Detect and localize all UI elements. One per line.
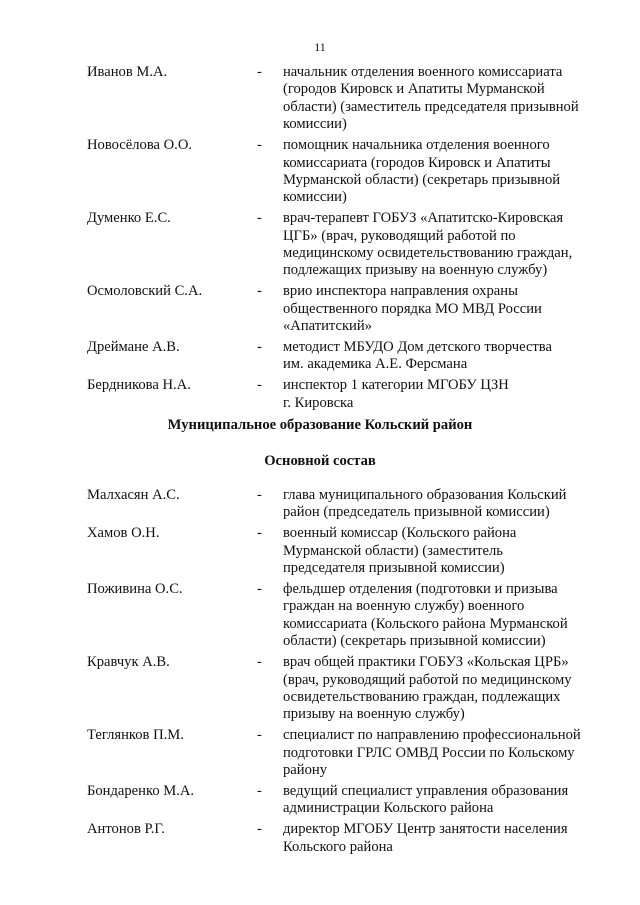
member-position (283, 210, 603, 280)
member-name: Малхасян А.С. (87, 487, 180, 503)
member-name: Дреймане А.В. (87, 339, 180, 355)
member-position (283, 727, 603, 779)
position-line: комиссариата (Кольского района Мурманской (283, 615, 568, 632)
position-line: ведущий специалист управления образования (283, 782, 569, 799)
member-name: Новосёлова О.О. (87, 137, 193, 154)
heading-main-composition: Основной состав (264, 453, 376, 469)
position-line: граждан на военную службу) военного (283, 598, 525, 615)
heading-municipality: Муниципальное образование Кольский район (167, 417, 473, 433)
position-line: области) (заместитель председателя призывной (283, 98, 579, 115)
dash-separator: - (257, 821, 262, 838)
dash-separator: - (257, 283, 262, 300)
member-name: Осмоловский С.А. (87, 283, 203, 300)
dash-separator: - (257, 64, 262, 80)
position-line: общественного порядка МО МВД России (283, 300, 542, 317)
member-position (283, 64, 603, 134)
member-name: Антонов Р.Г. (87, 821, 165, 838)
member-position (283, 821, 603, 856)
position-line: освидетельствованию граждан, подлежащих (283, 688, 561, 705)
position-line: комиссариата (городов Кировск и Апатиты (283, 154, 551, 171)
page-number: 11 (314, 40, 326, 54)
member-name: Думенко Е.С. (87, 210, 171, 227)
member-name: Иванов М.А. (87, 64, 168, 80)
member-name: Бердникова Н.А. (87, 377, 191, 394)
member-position (283, 377, 603, 412)
member-position (283, 654, 603, 724)
position-line: медицинскому освидетельствованию граждан, (283, 245, 573, 261)
member-name: Бондаренко М.А. (87, 782, 195, 799)
member-position (283, 783, 603, 818)
position-line: Кольского района (283, 838, 393, 855)
position-line: методист МБУДО Дом детского творчества (283, 339, 552, 355)
member-name: Теглянков П.М. (87, 727, 184, 744)
position-line: врио инспектора направления охраны (283, 283, 518, 300)
position-line: комиссии) (283, 189, 347, 206)
position-line: инспектор 1 категории МГОБУ ЦЗН (283, 377, 509, 394)
member-position (283, 525, 603, 577)
position-line: фельдшер отделения (подготовки и призыва (283, 581, 558, 597)
position-line: им. академика А.Е. Ферсмана (283, 356, 468, 373)
position-line: администрации Кольского района (283, 800, 494, 817)
position-line: (городов Кировск и Апатиты Мурманской (283, 81, 545, 98)
dash-separator: - (257, 782, 262, 799)
position-line: помощник начальника отделения военного (283, 137, 550, 154)
dash-separator: - (257, 210, 262, 227)
position-line: подготовки ГРЛС ОМВД России по Кольскому (283, 744, 575, 761)
dash-separator: - (257, 727, 262, 744)
dash-separator: - (257, 581, 262, 597)
position-line: военный комиссар (Кольского района (283, 525, 517, 542)
position-line: (врач, руководящий работой по медицинскому (283, 671, 572, 688)
dash-separator: - (257, 137, 262, 154)
dash-separator: - (257, 525, 262, 542)
member-position (283, 581, 603, 651)
member-name: Хамов О.Н. (87, 525, 160, 542)
position-line: области) (секретарь призывной комиссии) (283, 633, 546, 650)
position-line: призыву на военную службу) (283, 706, 465, 723)
position-line: район (председатель призывной комиссии) (283, 504, 550, 521)
member-position (283, 283, 603, 335)
dash-separator: - (257, 377, 262, 394)
member-position (283, 137, 603, 207)
position-line: Мурманской области) (секретарь призывной (283, 171, 561, 188)
member-name: Кравчук А.В. (87, 654, 170, 671)
member-position (283, 339, 603, 374)
dash-separator: - (257, 339, 262, 355)
member-position (283, 487, 603, 522)
position-line: Мурманской области) (заместитель (283, 542, 503, 559)
position-line: врач-терапевт ГОБУЗ «Апатитско-Кировская (283, 210, 564, 227)
position-line: специалист по направлению профессиональной (283, 727, 581, 744)
position-line: директор МГОБУ Центр занятости населения (283, 821, 568, 838)
position-line: комиссии) (283, 116, 347, 133)
position-line: глава муниципального образования Кольский (283, 487, 567, 503)
position-line: ЦГБ» (врач, руководящий работой по (283, 227, 516, 244)
position-line: г. Кировска (283, 394, 354, 411)
position-line: председателя призывной комиссии) (283, 560, 505, 577)
position-line: району (283, 762, 327, 778)
dash-separator: - (257, 487, 262, 503)
position-line: врач общей практики ГОБУЗ «Кольская ЦРБ» (283, 654, 569, 671)
position-line: «Апатитский» (283, 318, 372, 335)
member-name: Поживина О.С. (87, 581, 183, 597)
dash-separator: - (257, 654, 262, 671)
position-line: подлежащих призыву на военную службу) (283, 262, 548, 279)
position-line: начальник отделения военного комиссариата (283, 64, 563, 80)
